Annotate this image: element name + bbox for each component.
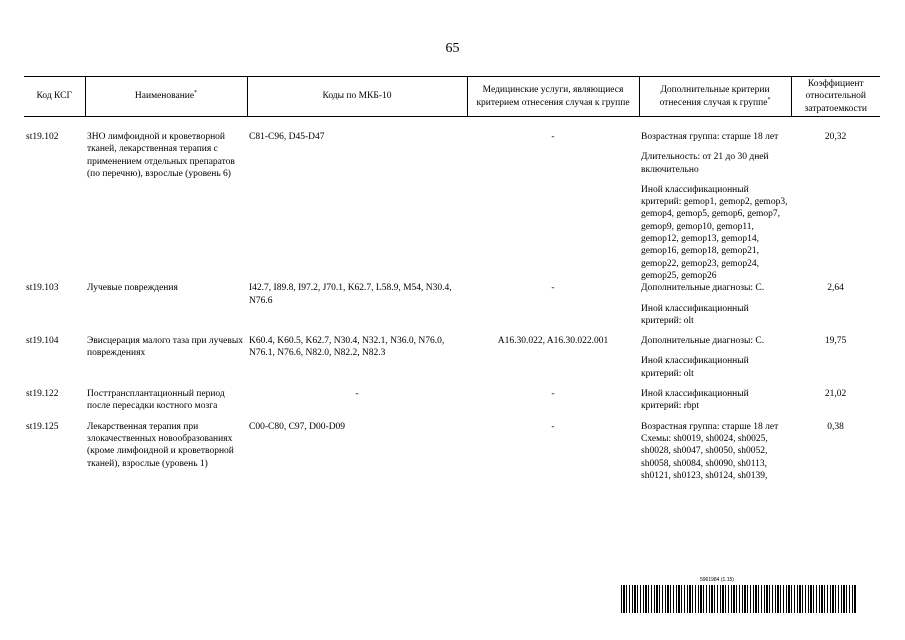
header-name: Наименование* [85,77,247,117]
criteria-line: Иной классификационный критерий: gemop1, gemop2, gemop3, gemop4, gemop5, gemop6, gemop7, gemop9, gemop10, gemop11, gemop12, gemop13, gemop14, gemop16, gemop18, gemop21, gemop22, gemop23, gemop24, gemop25, gemop26 [641,184,788,281]
table-row [24,388,880,421]
cell-coef: 0,38 [827,421,844,432]
cell-coef: 2,64 [827,283,844,294]
cell-criteria [639,335,791,388]
header-mkb: Коды по МКБ-10 [247,77,467,117]
cell-services: - [551,283,555,294]
table-row [24,117,880,283]
criteria-line: Возрастная группа: старше 18 лет [641,132,779,142]
cell-services: - [551,132,555,142]
cell-code: st19.122 [26,389,59,400]
header-code: Код КСГ [24,77,85,117]
cell-criteria [639,117,791,283]
cell-code: st19.104 [26,336,59,347]
table-row [24,421,880,482]
cell-name: Посттрансплантационный период после пересадки костного мозга [87,389,225,412]
cell-name: ЗНО лимфоидной и кроветворной тканей, лекарственная терапия с применением отдельных препаратов (по перечню), взрослые (уровень 6) [87,132,235,179]
criteria-line: Схемы: sh0019, sh0024, sh0025, sh0028, sh0047, sh0050, sh0052, sh0058, sh0084, sh0090, sh0113, sh0121, sh0123, sh0124, sh0139, [641,433,768,481]
cell-code: st19.102 [26,132,59,142]
page-number: 65 [445,41,460,56]
table-row [24,335,880,388]
criteria-line: Дополнительные диагнозы: С. [641,283,765,294]
cell-mkb: I42.7, I89.8, I97.2, J70.1, K62.7, L58.9, M54, N30.4, N76.6 [249,283,452,306]
cell-criteria [639,421,791,482]
ksg-table [24,76,880,482]
cell-mkb: - [355,389,359,400]
cell-mkb: C81-C96, D45-D47 [249,132,325,142]
cell-coef: 21,02 [824,389,847,400]
cell-code: st19.103 [26,283,59,294]
header-services: Медицинские услуги, являющиеся критерием отнесения случая к группе [467,77,639,117]
criteria-line: Дополнительные диагнозы: С. [641,336,765,347]
cell-name: Эвисцерация малого таза при лучевых повреждениях [87,336,243,359]
cell-criteria [639,388,791,421]
cell-name: Лучевые повреждения [87,283,178,294]
cell-criteria [639,282,791,335]
cell-mkb: K60.4, K60.5, K62.7, N30.4, N32.1, N36.0, N76.0, N76.1, N76.6, N82.0, N82.2, N82.3 [249,336,445,359]
cell-coef: 19,75 [824,336,847,347]
cell-services: - [551,389,555,400]
cell-mkb: C00-C80, C97, D00-D09 [249,421,346,432]
barcode [621,585,857,613]
criteria-line: Иной классификационный критерий: olt [641,303,749,326]
barcode-label: 5961984 (1.15) [700,577,734,583]
ksg-table-wrapper [24,76,880,482]
header-coef: Коэффициент относительной затратоемкости [791,77,880,117]
table-header-row [24,77,880,117]
criteria-line: Иной классификационный критерий: olt [641,356,749,379]
cell-name: Лекарственная терапия при злокачественных новообразованиях (кроме лимфоидной и кроветворной тканей), взрослые (уровень 1) [87,421,234,469]
header-criteria: Дополнительные критерии отнесения случая к группе* [639,77,791,117]
criteria-line: Длительность: от 21 до 30 дней включительно [641,152,769,175]
cell-services: A16.30.022, A16.30.022.001 [497,336,609,347]
cell-code: st19.125 [26,421,59,432]
criteria-line: Возрастная группа: старше 18 лет [641,421,779,432]
cell-coef: 20,32 [824,132,847,142]
criteria-line: Иной классификационный критерий: rbpt [641,389,749,412]
cell-services: - [551,421,555,432]
table-row [24,282,880,335]
